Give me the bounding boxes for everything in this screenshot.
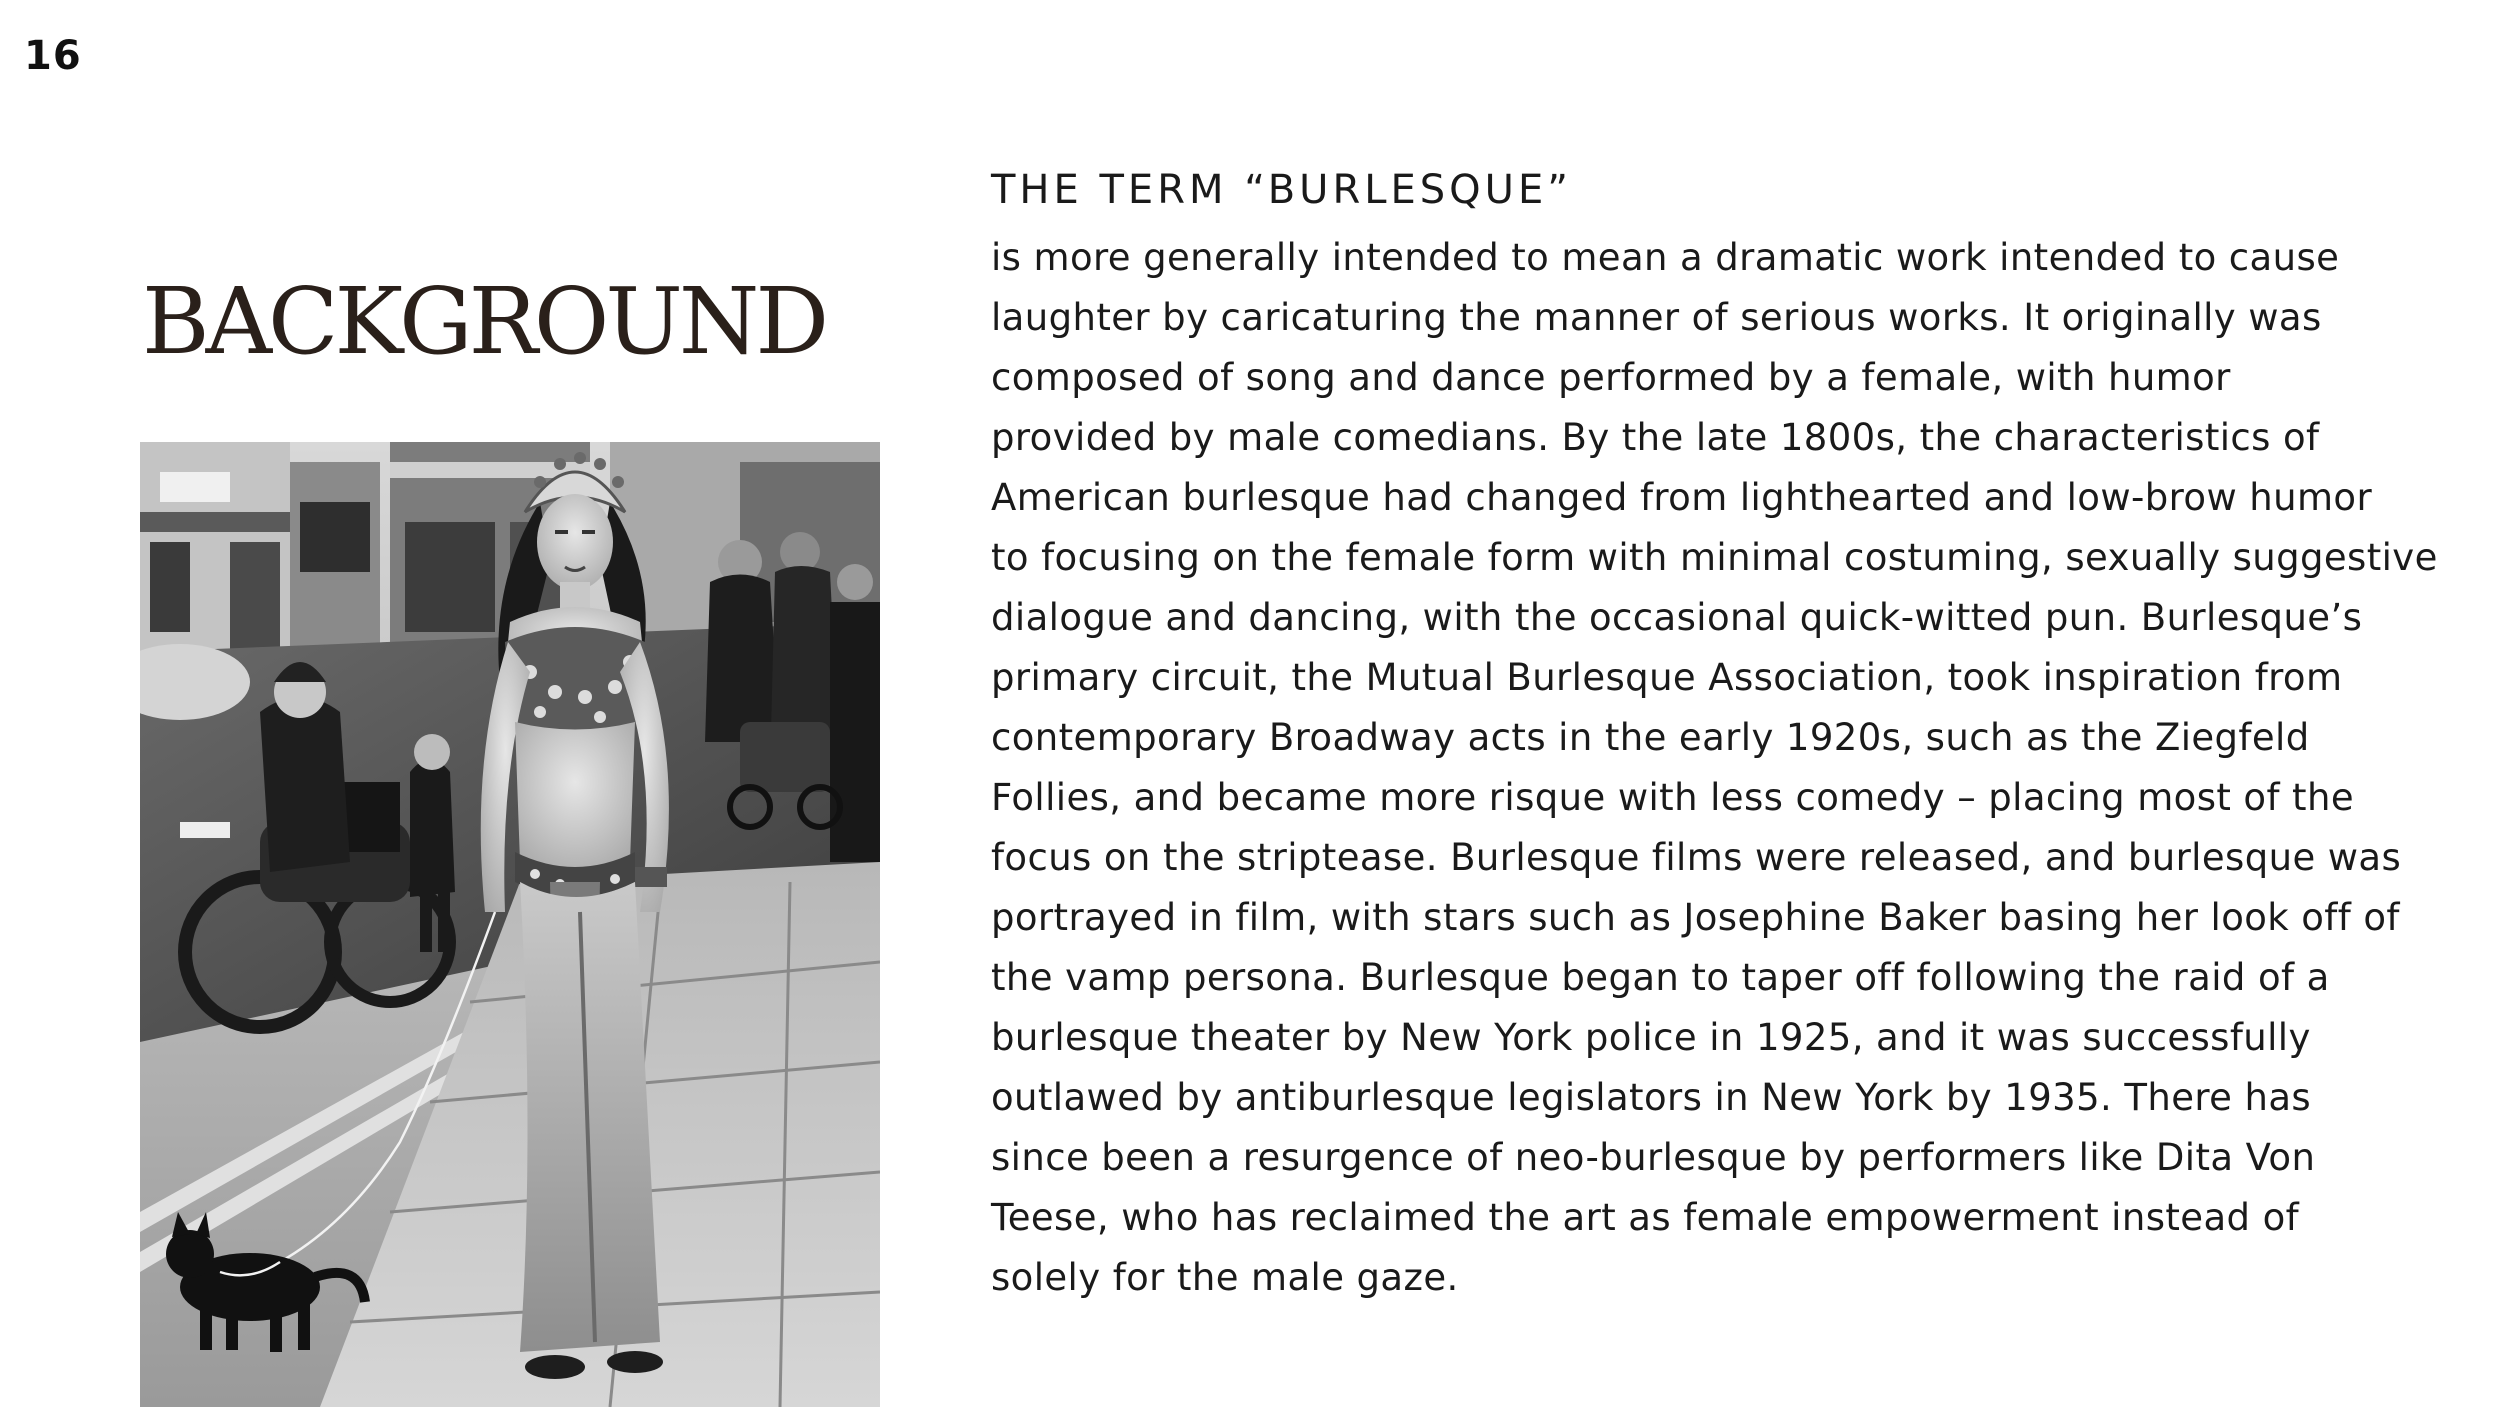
body-line: laughter by caricaturing the manner of serious works. It originally was [991,296,2322,339]
body-line: is more generally intended to mean a dramatic work intended to cause [991,236,2340,279]
body-line: the vamp persona. Burlesque began to taper off following the raid of a [991,956,2330,999]
body-line: solely for the male gaze. [991,1256,1459,1299]
burlesque-photo [140,442,880,1407]
body-line: contemporary Broadway acts in the early 1920s, such as the Ziegfeld [991,716,2310,759]
article-subhead: THE TERM “BURLESQUE” [991,167,1572,213]
body-line: composed of song and dance performed by a female, with humor [991,356,2231,399]
body-line: focus on the striptease. Burlesque films were released, and burlesque was [991,836,2402,879]
body-line: American burlesque had changed from lighthearted and low-brow humor [991,476,2373,519]
body-line: to focusing on the female form with minimal costuming, sexually suggestive [991,536,2438,579]
photo-illustration [140,442,880,1407]
article-body [991,228,2486,1308]
section-title: BACKGROUND [142,268,826,375]
body-line: burlesque theater by New York police in 1925, and it was successfully [991,1016,2311,1059]
body-line: outlawed by antiburlesque legislators in New York by 1935. There has [991,1076,2312,1119]
body-line: Follies, and became more risque with less comedy – placing most of the [991,776,2354,819]
body-line: Teese, who has reclaimed the art as female empowerment instead of [991,1196,2300,1239]
body-line: portrayed in film, with stars such as Josephine Baker basing her look off of [991,896,2400,939]
body-line: dialogue and dancing, with the occasional quick-witted pun. Burlesque’s [991,596,2363,639]
body-line: provided by male comedians. By the late 1800s, the characteristics of [991,416,2320,459]
body-line: primary circuit, the Mutual Burlesque Association, took inspiration from [991,656,2343,699]
page-number: 16 [24,33,82,79]
body-line: since been a resurgence of neo-burlesque by performers like Dita Von [991,1136,2316,1179]
